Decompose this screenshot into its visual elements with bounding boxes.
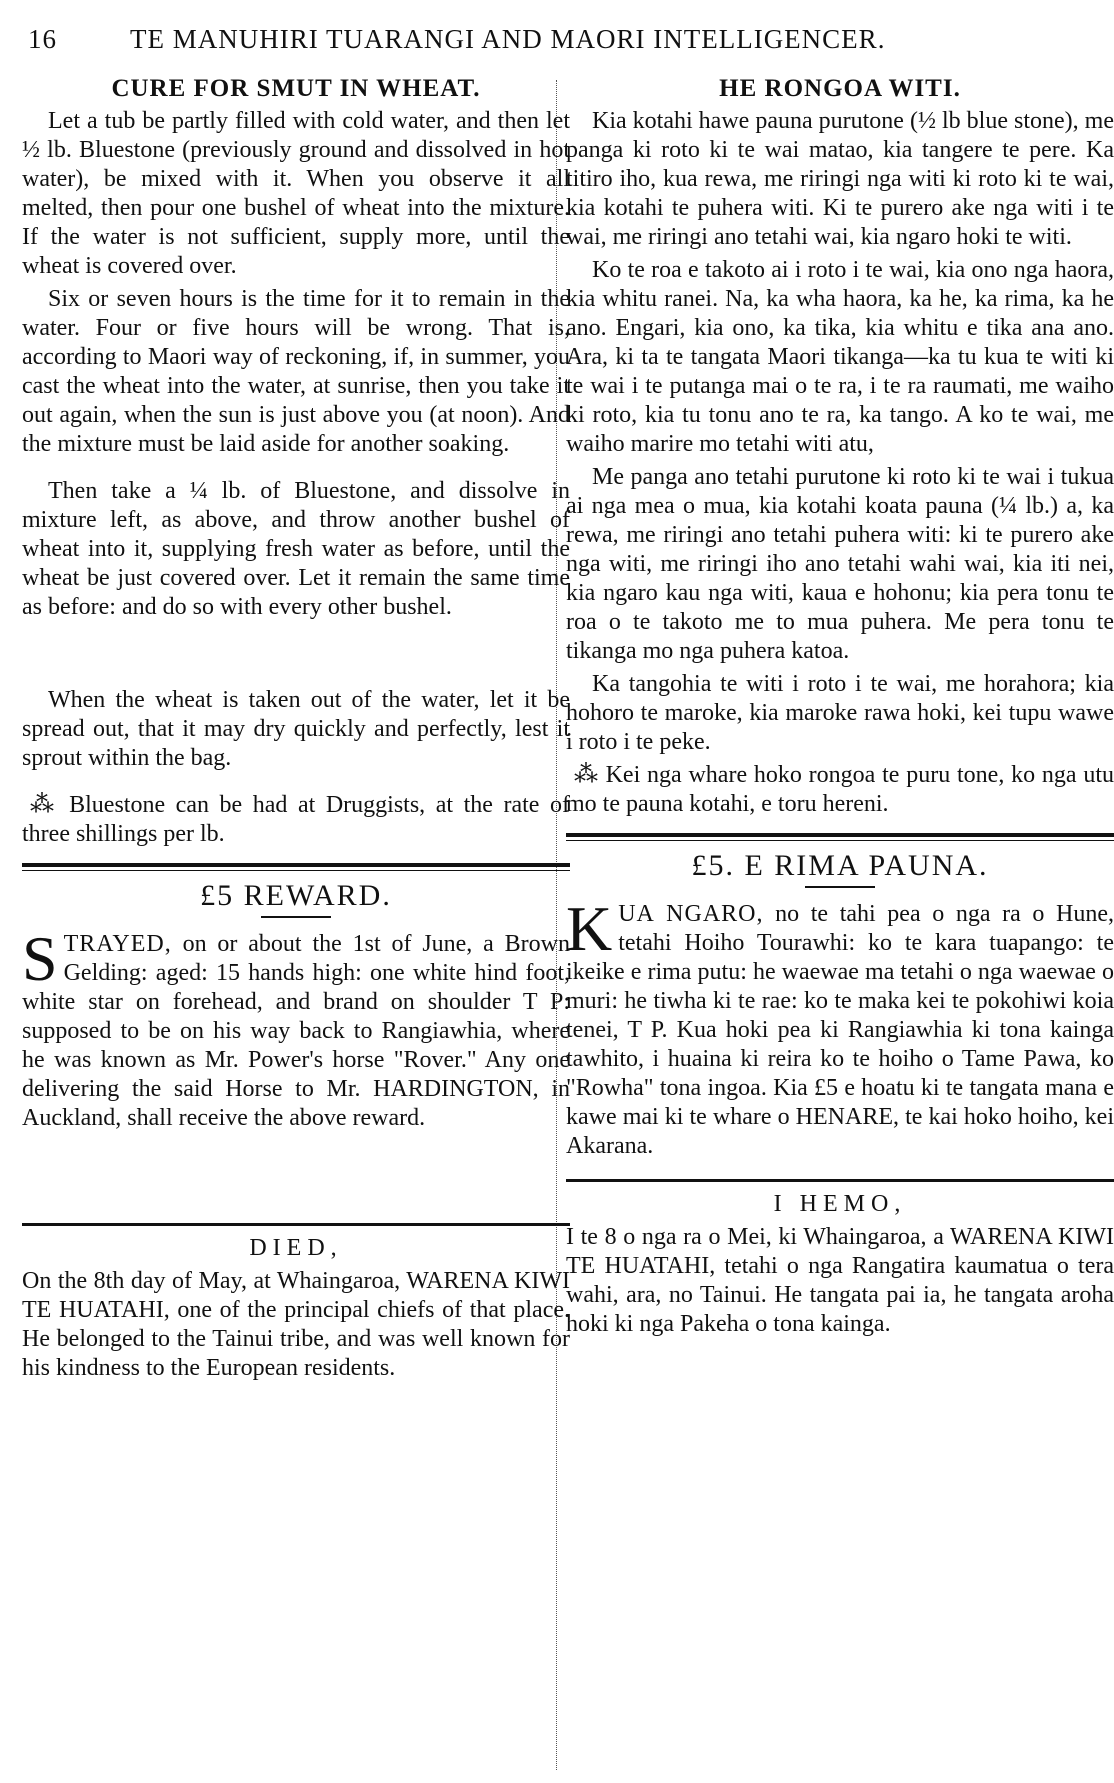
article-note: ⁂ Kei nga whare hoko rongoa te puru tone, ko nga utu mo te pauna kotahi, e toru hereni. xyxy=(566,762,1114,817)
obituary-text: On the 8th day of May, at Whaingaroa, WARENA KIWI TE HUATAHI, one of the principal chiefs of that place. He belonged to the Tainui tribe, and was well known for his kindness to the European residents. xyxy=(22,1268,570,1381)
reward-notice xyxy=(22,923,570,1133)
page-number: 16 xyxy=(28,24,57,54)
newspaper-title: TE MANUHIRI TUARANGI AND MAORI INTELLIGENCER. xyxy=(130,24,886,54)
article-paragraph: Ko te roa e takoto ai i roto i te wai, kia ono nga haora, kia whitu ranei. Na, ka wha haora, ka he, ka rima, ka he ano. Engari, kia ono, ka tika, kia whitu e tika ana ano. Ara, ki ta te tangata Maori tikanga—ka tu kua te witi ki te wai i te putanga mai o te ra, i te ra raumati, me waiho ki roto, kia tu tonu ano te ra, ka tango. A ko te wai, me waiho marire mo tetahi witi atu, xyxy=(566,257,1114,457)
maori-column xyxy=(566,64,1114,1343)
obituary-text: I te 8 o nga ra o Mei, ki Whaingaroa, a WARENA KIWI TE HUATAHI, tetahi o nga Rangatira kaumatua o tera wahi, ara, no Tainui. He tangata pai ia, he tangata aroha hoki ki nga Pakeha o tona kainga. xyxy=(566,1224,1114,1337)
section-divider xyxy=(566,833,1114,841)
article-paragraph: Six or seven hours is the time for it to remain in the water. Four or five hours will be wrong. That is, according to Maori way of reckoning, if, in summer, you cast the wheat into the water, at sunrise, then you take it out again, when the sun is just above you (at noon). And the mixture must be laid aside for another soaking. xyxy=(22,286,570,457)
section-divider xyxy=(22,1223,570,1226)
article-heading: HE RONGOA WITI. xyxy=(719,75,961,102)
article-heading: CURE FOR SMUT IN WHEAT. xyxy=(111,75,481,102)
section-divider xyxy=(566,1179,1114,1182)
notice-lead: UA NGARO, xyxy=(618,901,764,927)
reward-notice xyxy=(566,893,1114,1161)
article-paragraph: Kia kotahi hawe pauna purutone (½ lb blue stone), me panga ki roto ki te wai matao, kia tangere te pere. Ka titiro iho, kua rewa, me riringi nga witi ki roto ki te wai, kia kotahi te puhera witi. Ki te purero ake nga witi i te wai, me riringi ano tetahi wai, kia ngaro hoki te witi. xyxy=(566,108,1114,250)
notice-text: no te tahi pea o nga ra o Hune, tetahi Hoiho Tourawhi: ko te kara tuapango: te ikeike e rima putu: he waewae ma tetahi o nga waewae o muri: he tiwha ki te rae: ko te maka kei te pokohiwi koia tenei, T P. Kua hoki pea ki Rangiawhia ki tona kainga tawhito, i huaina ki reira ko te hoiho o Tame Pawa, ko "Rowha" tona ingoa. Kia £5 e hoatu ki te tangata mana e kawe mai ki te whare o HENARE, te kai hoko hoiho, kei Akarana. xyxy=(566,901,1114,1159)
drop-cap: S xyxy=(22,923,58,994)
article-note: ⁂ Bluestone can be had at Druggists, at the rate of three shillings per lb. xyxy=(22,792,570,847)
drop-cap: K xyxy=(566,893,613,964)
article-paragraph: Let a tub be partly filled with cold water, and then let ½ lb. Bluestone (previously ground and dissolved in hot water), be mixed with it. When you observe it all melted, then pour one bushel of wheat into the mixture. If the water is not sufficient, supply more, until the wheat is covered over. xyxy=(22,108,570,279)
heading-rule xyxy=(805,886,875,888)
section-divider xyxy=(22,863,570,871)
notice-lead: TRAYED, xyxy=(63,931,172,957)
reward-heading: £5 REWARD. xyxy=(200,879,392,912)
article-paragraph: Then take a ¼ lb. of Bluestone, and dissolve in mixture left, as above, and throw another bushel of wheat into it, supplying fresh water as before, until the wheat be just covered over. Let it remain the same time as before: and do so with every other bushel. xyxy=(22,478,570,620)
obituary-heading: DIED, xyxy=(249,1235,343,1261)
obituary-heading: I HEMO, xyxy=(773,1191,907,1217)
heading-rule xyxy=(261,916,331,918)
page-header xyxy=(22,16,1102,60)
english-column xyxy=(22,64,570,1387)
notice-text: on or about the 1st of June, a Brown Gelding: aged: 15 hands high: one white hind foot, white star on forehead, and brand on shoulder T P: supposed to be on his way back to Rangiawhia, where he was known as Mr. Power's horse "Rover." Any one delivering the said Horse to Mr. HARDINGTON, in Auckland, shall receive the above reward. xyxy=(22,931,570,1131)
article-paragraph: Me panga ano tetahi purutone ki roto ki te wai i tukua ai nga mea o mua, kia kotahi koata pauna (¼ lb.) a, ka rewa, me riringi ano tetahi puhera witi: ki te purero ake nga witi, me riringi iho ano tetahi wahi wai, kia iti nei, kia ngaro kau nga witi, kaua e hohonu; kia pera tonu te roa o te takoto me to mua puhera. Me pera tonu te tikanga mo nga puhera katoa. xyxy=(566,464,1114,664)
reward-heading: £5. E RIMA PAUNA. xyxy=(691,849,989,882)
article-paragraph: Ka tangohia te witi i roto i te wai, me horahora; kia hohoro te maroke, kia maroke rawa hoki, kei tupu wawe i roto i te peke. xyxy=(566,671,1114,755)
article-paragraph: When the wheat is taken out of the water, let it be spread out, that it may dry quickly and perfectly, lest it sprout within the bag. xyxy=(22,687,570,771)
